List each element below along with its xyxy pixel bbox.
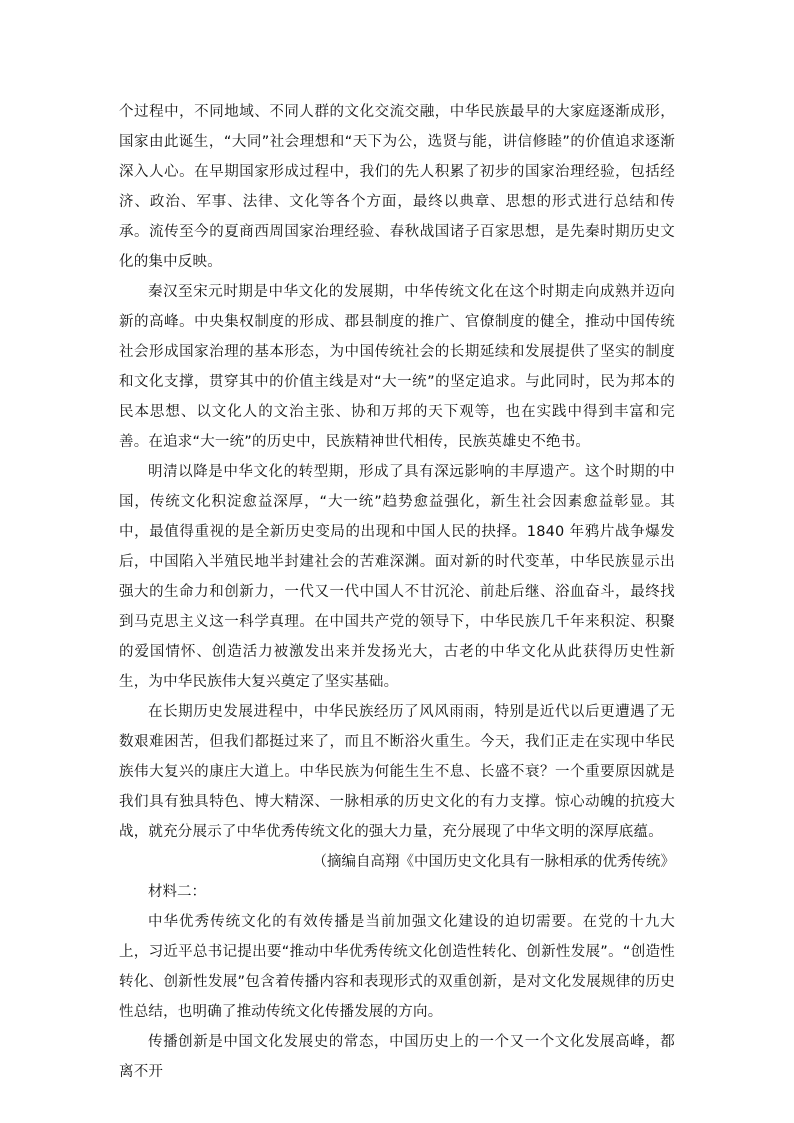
material-label: 材料二： (148, 884, 206, 900)
paragraph-intro-continuation: 个过程中，不同地域、不同人群的文化交流交融，中华民族最早的大家庭逐渐成形，国家由此诞生，“大同”社会理想和“天下为公，选贤与能，讲信修睦”的价值追求逐渐深入人心。在早期国家形成过程中，我们的先人积累了初步的国家治理经验，包括经济、政治、军事、法律、文化等各个方面，最终以典章、思想的形式进行总结和传承。流传至今的夏商西周国家治理经验、春秋战国诸子百家思想，是先秦时期历史文化的集中反映。 (119, 104, 675, 270)
paragraph-material-two-2: 传播创新是中国文化发展史的常态，中国历史上的一个又一个文化发展高峰，都离不开 (119, 1034, 675, 1080)
paragraph-material-two-1: 中华优秀传统文化的有效传播是当前加强文化建设的迫切需要。在党的十九大上，习近平总书记提出要“推动中华优秀传统文化创造性转化、创新性发展”。“创造性转化、创新性发展”包含着传播内容和表现形式的双重创新，是对文化发展规律的历史性总结，也明确了推动传统文化传播发展的方向。 (119, 914, 675, 1020)
paragraph-qin-han-song-yuan: 秦汉至宋元时期是中华文化的发展期，中华传统文化在这个时期走向成熟并迈向新的高峰。中央集权制度的形成、郡县制度的推广、官僚制度的健全，推动中国传统社会形成国家治理的基本形态，为中国传统社会的长期延续和发展提供了坚实的制度和文化支撑，贯穿其中的价值主线是对“大一统”的坚定追求。与此同时，民为邦本的民本思想、以文化人的文治主张、协和万邦的天下观等，也在实践中得到丰富和完善。在追求“大一统”的历史中，民族精神世代相传，民族英雄史不绝书。 (119, 284, 675, 450)
paragraph-ming-qing: 明清以降是中华文化的转型期，形成了具有深远影响的丰厚遗产。这个时期的中国，传统文化积淀愈益深厚，“大一统”趋势愈益强化，新生社会因素愈益彰显。其中，最值得重视的是全新历史变局的出现和中国人民的抉择。1840 年鸦片战争爆发后，中国陷入半殖民地半封建社会的苦难深渊。面对新的时代变革，中华民族显示出强大的生命力和创新力，一代又一代中国人不甘沉沦、前赴后继、浴血奋斗，最终找到马克思主义这一科学真理。在中国共产党的领导下，中华民族几千年来积淀、积聚的爱国情怀、创造活力被激发出来并发扬光大，古老的中华文化从此获得历史性新生，为中华民族伟大复兴奠定了坚实基础。 (119, 464, 675, 690)
document-body (119, 97, 675, 1087)
source-citation: （摘编自高翔《中国历史文化具有一脉相承的优秀传统》 (312, 854, 675, 870)
paragraph-historical-development: 在长期历史发展进程中，中华民族经历了风风雨雨，特别是近代以后更遭遇了无数艰难困苦，但我们都挺过来了，而且不断浴火重生。今天，我们正走在实现中华民族伟大复兴的康庄大道上。中华民族为何能生生不息、长盛不衰？一个重要原因就是我们具有独具特色、博大精深、一脉相承的历史文化的有力支撑。惊心动魄的抗疫大战，就充分展示了中华优秀传统文化的强大力量，充分展现了中华文明的深厚底蕴。 (119, 704, 675, 840)
